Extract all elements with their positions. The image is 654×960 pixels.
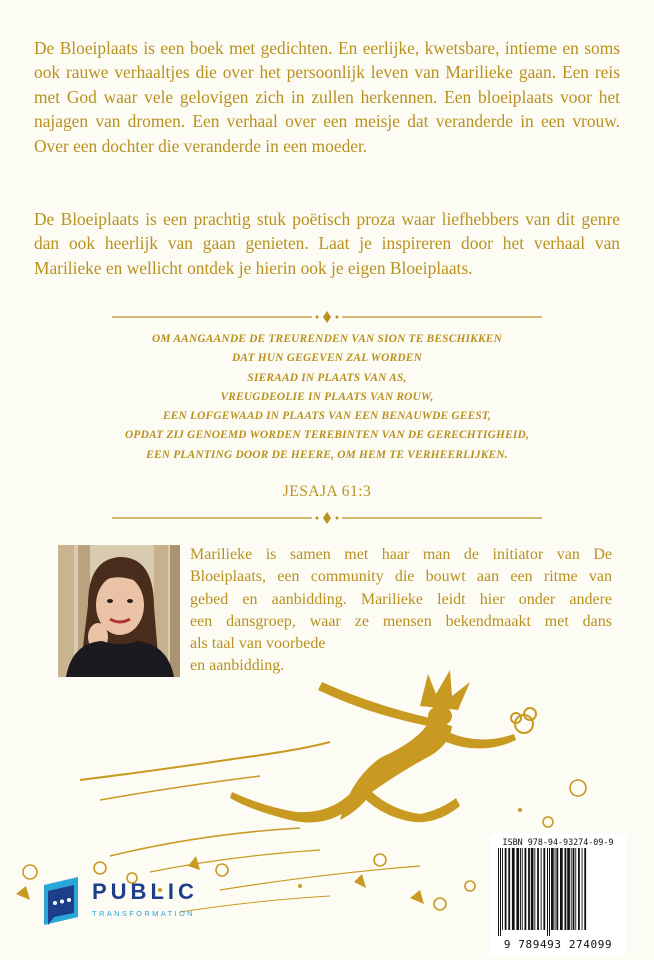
verse-reference: JESAJA 61:3 <box>282 483 372 500</box>
author-photo <box>58 545 180 677</box>
verse-line: SIERAAD IN PLAATS VAN AS, <box>247 371 407 384</box>
verse-line: EEN LOFGEWAAD IN PLAATS VAN EEN BENAUWDE GEEST, <box>162 410 492 423</box>
verse-line: OM AANGAANDE DE TREURENDEN VAN SION TE BESCHIKKEN <box>151 333 503 345</box>
bio-line: gebed en aanbidding. Marilieke leidt hier onder andere <box>190 590 612 608</box>
barcode-digits: 9 789493 274099 <box>503 938 613 951</box>
verse-line: VREUGDEOLIE IN PLAATS VAN ROUW, <box>220 390 434 403</box>
ornament-divider-top <box>112 311 542 323</box>
speech-bubble-book-icon <box>40 873 86 933</box>
barcode-bars <box>496 848 620 936</box>
ornament-divider-bottom <box>112 512 542 524</box>
bio-line: Bloeiplaats, een community die bouwt aan een ritme van <box>190 568 612 586</box>
bio-line: een dansgroep, waar ze mensen bekendmaakt met dans <box>190 612 612 630</box>
blurb-paragraph-1: De Bloeiplaats is een boek met gedichten. En eerlijke, kwetsbare, intieme en soms ook rauwe verhaaltjes die over het persoonlijk leven van Marilieke gaan. Een reis met God waar vele gelovigen zich in zullen herkennen. Een bloeiplaats voor het najagen van dromen. Een verhaal over een meisje dat veranderde in een vrouw. Over een dochter die veranderde in een moeder. <box>34 38 620 156</box>
scripture-verse <box>40 330 614 465</box>
publisher-logo <box>40 873 240 933</box>
publisher-name: PUBLIC <box>92 879 198 904</box>
author-bio <box>190 544 612 678</box>
verse-line: DAT HUN GEGEVEN ZAL WORDEN <box>231 352 422 365</box>
blurb-paragraph-2: De Bloeiplaats is een prachtig stuk poëtisch proza waar liefhebbers van dit genre dan ook heerlijk van gaan genieten. Laat je inspireren door het verhaal van Marilieke en wellicht ontdek je hierin ook je eigen Bloeiplaats. <box>34 209 620 278</box>
verse-line: OPDAT ZIJ GENOEMD WORDEN TEREBINTEN VAN DE GERECHTIGHEID, <box>124 429 530 442</box>
bio-line: als taal van voorbede <box>190 635 326 653</box>
publisher-subtitle: TRANSFORMATION <box>92 909 195 918</box>
barcode <box>490 834 626 956</box>
bio-line: Marilieke is samen met haar man de initiator van De <box>190 546 612 563</box>
bio-line: en aanbidding. <box>190 657 285 675</box>
isbn-label: ISBN 978-94-93274-09-9 <box>502 837 614 847</box>
verse-line: EEN PLANTING DOOR DE HEERE, OM HEM TE VERHEERLIJKEN. <box>146 448 508 461</box>
